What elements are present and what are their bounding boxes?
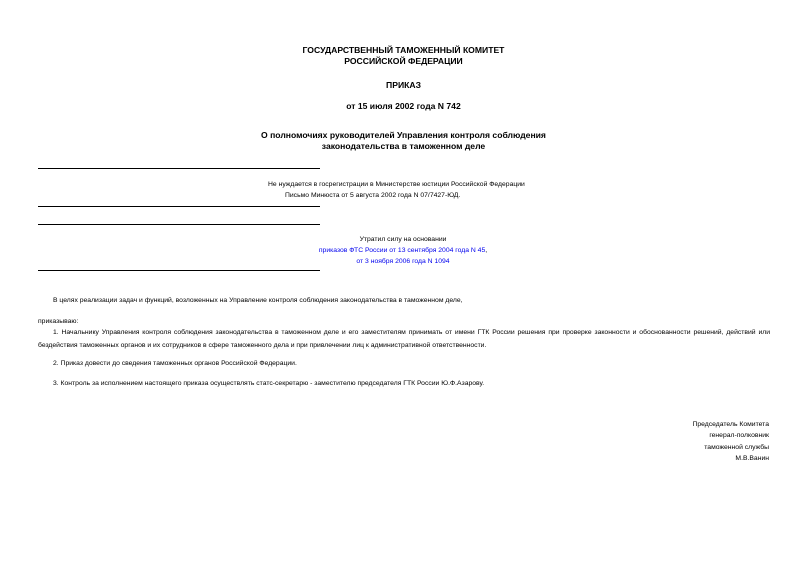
registration-line2: Письмо Минюста от 5 августа 2002 года N 07/7427-ЮД. [285,192,461,199]
doc-type: ПРИКАЗ [386,80,421,90]
org-name [0,45,807,67]
divider [38,168,320,169]
order-item-1: 1. Начальнику Управления контроля соблюдения законодательства в таможенном деле и его заместителям принимать от имени ГТК России решения при проверке законности и обоснованности решений, действий или бездействия таможенных органов и их сотрудников в сфере таможенного дела и при привлечении лиц к административной ответственности. [38,329,770,349]
repeal-order-link-2004[interactable]: приказов ФТС России от 13 сентября 2004 года N 45 [318,247,486,254]
signature-line4: М.В.Ванин [735,454,769,462]
doc-title-line1: О полномочиях руководителей Управления контроля соблюдения [261,130,546,140]
status-line3 [300,256,506,267]
org-name-line2: РОССИЙСКОЙ ФЕДЕРАЦИИ [344,56,463,66]
signature-line2: генерал-полковник [709,432,769,440]
doc-date: от 15 июля 2002 года N 742 [346,101,461,111]
link-separator: , [485,247,488,254]
signature-line3: таможенной службы [704,443,769,451]
divider [38,206,320,207]
org-name-line1: ГОСУДАРСТВЕННЫЙ ТАМОЖЕННЫЙ КОМИТЕТ [302,45,505,55]
doc-title-line2: законодательства в таможенном деле [321,141,486,151]
status-line2 [300,245,506,256]
divider [38,270,320,271]
registration-line1: Не нуждается в госрегистрации в Министерстве юстиции Российской Федерации [268,181,525,188]
status-note [300,234,506,267]
signature-block [693,419,770,464]
repeal-order-link-2006[interactable]: от 3 ноября 2006 года N 1094 [356,258,450,265]
registration-note [268,179,525,201]
preamble: В целях реализации задач и функций, возложенных на Управление контроля соблюдения законодательства в таможенном деле, [53,297,463,304]
order-word: приказываю: [38,318,79,325]
divider [38,224,320,225]
doc-title [0,130,807,152]
order-item-3: 3. Контроль за исполнением настоящего приказа осуществлять статс-секретарю - заместителю председателя ГТК России Ю.Ф.Азарову. [53,380,485,387]
order-item-2: 2. Приказ довести до сведения таможенных органов Российской Федерации. [53,360,297,367]
signature-line1: Председатель Комитета [692,421,769,428]
status-line1: Утратил силу на основании [359,236,447,243]
